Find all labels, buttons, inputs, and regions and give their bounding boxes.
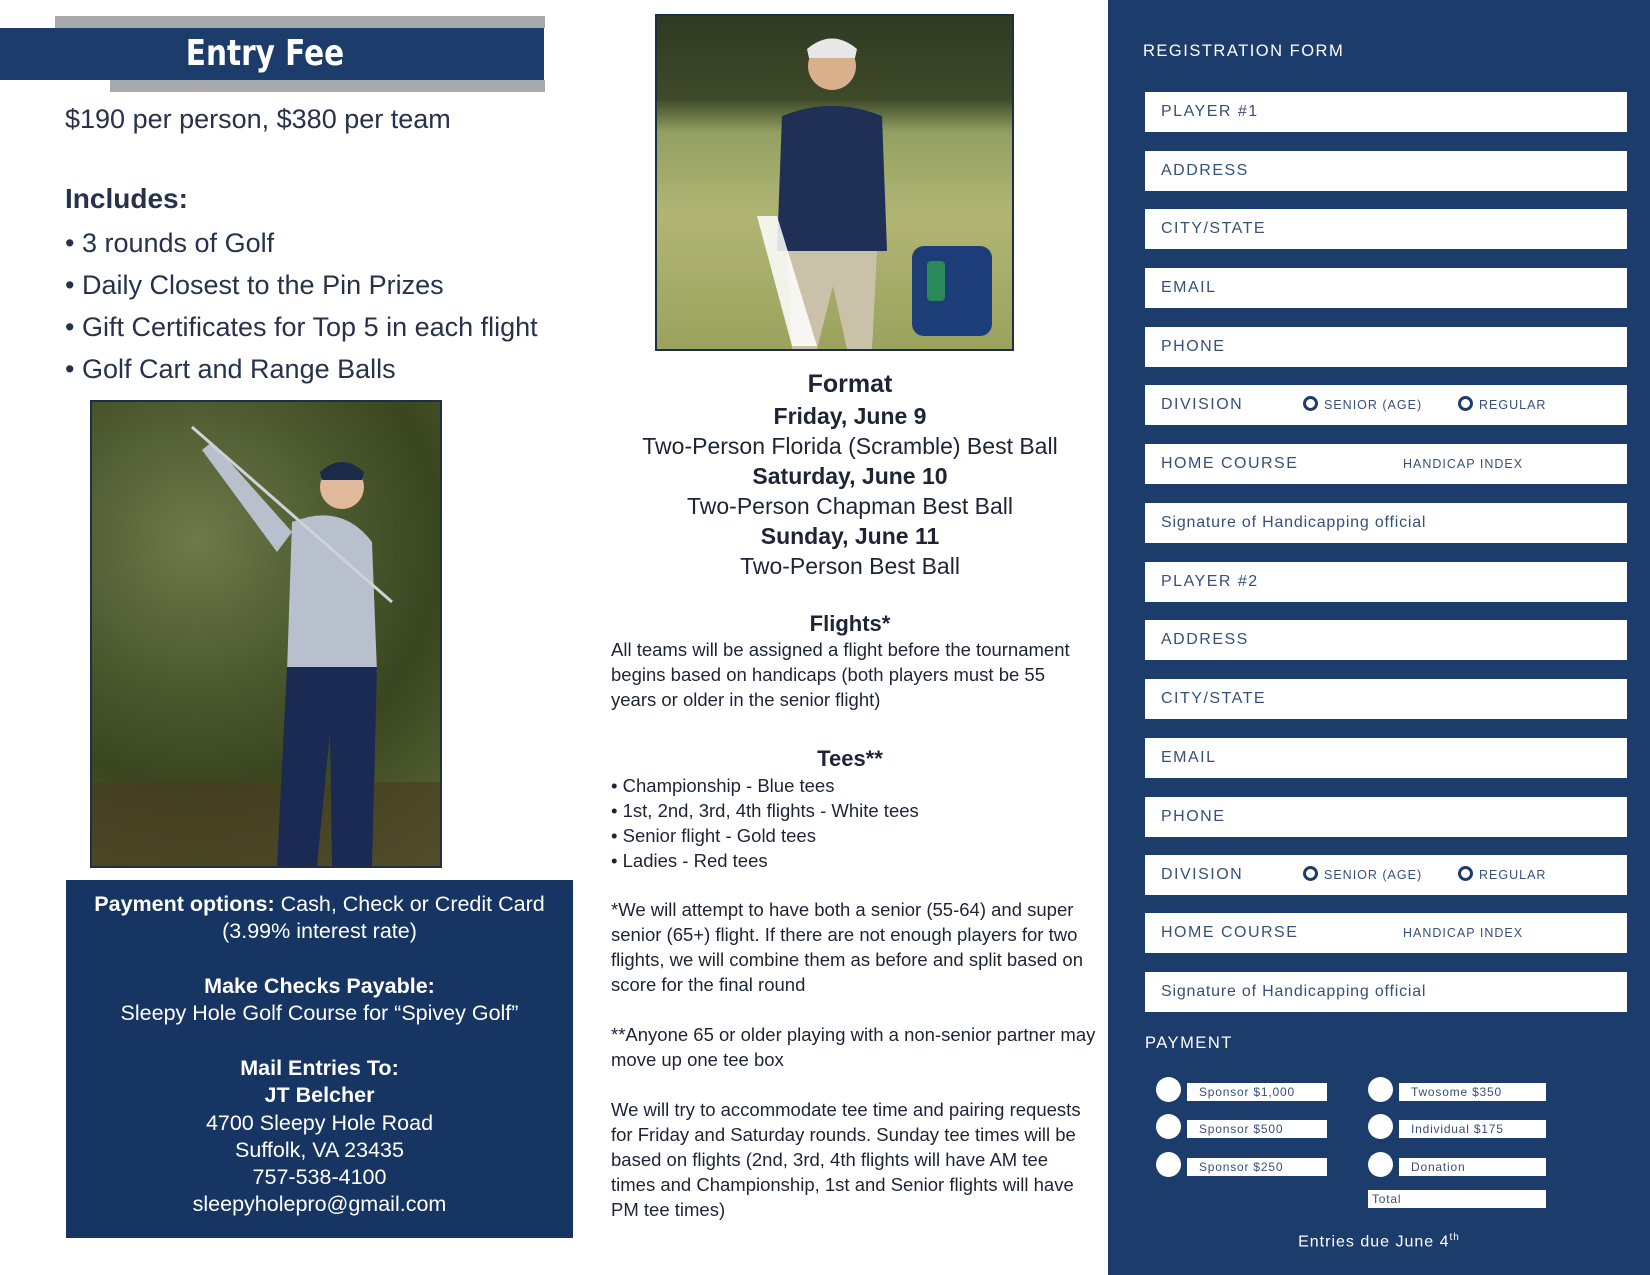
signature-field[interactable] xyxy=(1145,972,1627,1012)
city-state-field[interactable] xyxy=(1145,679,1627,719)
field-label: PLAYER #2 xyxy=(1161,573,1259,590)
includes-list xyxy=(65,222,538,390)
player2-field[interactable] xyxy=(1145,562,1627,602)
format-desc: Two-Person Chapman Best Ball xyxy=(687,493,1013,519)
sponsor-250-label: Sponsor $250 xyxy=(1187,1158,1327,1176)
regular-option[interactable] xyxy=(1458,855,1546,895)
format-desc: Two-Person Florida (Scramble) Best Ball xyxy=(642,433,1058,459)
field-label: PLAYER #1 xyxy=(1161,103,1259,120)
fee-header-accent-top xyxy=(55,16,545,28)
senior-option[interactable] xyxy=(1303,855,1422,895)
senior-flight-note: *We will attempt to have both a senior (55-64) and super senior (65+) flight. If there are not enough players for two flights, we will combine them as before and split based on score for the final round xyxy=(611,899,1084,995)
twosome-label: Twosome $350 xyxy=(1399,1083,1546,1101)
mail-label: Mail Entries To: xyxy=(240,1056,399,1080)
payment-title: PAYMENT xyxy=(1145,1034,1233,1052)
phone-field[interactable] xyxy=(1145,797,1627,837)
senior-option[interactable] xyxy=(1303,385,1422,425)
entries-due xyxy=(1108,1232,1650,1251)
interest-rate: (3.99% interest rate) xyxy=(222,919,417,943)
sponsor-500-checkbox[interactable] xyxy=(1156,1114,1181,1139)
sponsor-1000-checkbox[interactable] xyxy=(1156,1077,1181,1102)
field-label: Signature of Handicapping official xyxy=(1161,514,1427,531)
field-label: EMAIL xyxy=(1161,279,1217,296)
includes-title: Includes: xyxy=(65,183,188,214)
includes-item: • Golf Cart and Range Balls xyxy=(65,348,538,390)
radio-icon[interactable] xyxy=(1458,396,1473,411)
mail-name: JT Belcher xyxy=(264,1083,375,1107)
donation-checkbox[interactable] xyxy=(1368,1152,1393,1177)
sponsor-250-checkbox[interactable] xyxy=(1156,1152,1181,1177)
radio-label: REGULAR xyxy=(1479,398,1547,412)
golfer-walking-photo xyxy=(655,14,1014,351)
format-day: Saturday, June 10 xyxy=(752,463,948,489)
due-sup: th xyxy=(1449,1232,1460,1243)
twosome-checkbox[interactable] xyxy=(1368,1077,1393,1102)
handicap-label: HANDICAP INDEX xyxy=(1403,926,1524,940)
signature-field[interactable] xyxy=(1145,503,1627,543)
radio-label: SENIOR (AGE) xyxy=(1324,398,1423,412)
sponsor-1000-label: Sponsor $1,000 xyxy=(1187,1083,1327,1101)
tees-item: • Championship - Blue tees xyxy=(611,773,919,798)
fee-header-accent-bottom xyxy=(110,80,545,92)
radio-icon[interactable] xyxy=(1458,866,1473,881)
home-course-field[interactable] xyxy=(1145,913,1627,953)
home-course-field[interactable] xyxy=(1145,444,1627,484)
contact-phone: 757-538-4100 xyxy=(252,1165,387,1189)
individual-label: Individual $175 xyxy=(1399,1120,1546,1138)
field-label: EMAIL xyxy=(1161,749,1217,766)
tees-list xyxy=(611,773,919,873)
sponsor-500-label: Sponsor $500 xyxy=(1187,1120,1327,1138)
payment-options-label: Payment options: xyxy=(94,892,275,916)
format-desc: Two-Person Best Ball xyxy=(740,553,960,579)
due-text: Entries due June 4 xyxy=(1298,1233,1450,1251)
radio-label: REGULAR xyxy=(1479,868,1547,882)
entry-fee-title: Entry Fee xyxy=(185,33,345,74)
flights-title: Flights* xyxy=(809,611,891,636)
field-label: ADDRESS xyxy=(1161,162,1249,179)
payment-options-value: Cash, Check or Credit Card xyxy=(274,892,545,916)
field-label: CITY/STATE xyxy=(1161,220,1267,237)
tee-time-note: We will try to accommodate tee time and pairing requests for Friday and Saturday rounds. Sunday tee times will be based on flights (2nd, 3rd, 4th flights will have AM tee times and Championship, 1st and Senior flights will have PM tee times) xyxy=(611,1099,1081,1220)
registration-title: REGISTRATION FORM xyxy=(1143,42,1345,60)
field-label: CITY/STATE xyxy=(1161,690,1267,707)
field-label: DIVISION xyxy=(1161,866,1244,883)
field-label: Signature of Handicapping official xyxy=(1161,983,1427,1000)
field-label: ADDRESS xyxy=(1161,631,1249,648)
tee-box-note: **Anyone 65 or older playing with a non-senior partner may move up one tee box xyxy=(611,1024,1096,1070)
mail-address2: Suffolk, VA 23435 xyxy=(235,1138,404,1162)
entry-fee-price: $190 per person, $380 per team xyxy=(65,104,451,134)
tees-item: • 1st, 2nd, 3rd, 4th flights - White tees xyxy=(611,798,919,823)
division-field xyxy=(1145,855,1627,895)
address-field[interactable] xyxy=(1145,620,1627,660)
radio-icon[interactable] xyxy=(1303,866,1318,881)
phone-field[interactable] xyxy=(1145,327,1627,367)
donation-label: Donation xyxy=(1399,1158,1546,1176)
field-label: HOME COURSE xyxy=(1161,924,1299,941)
format-title: Format xyxy=(807,370,893,398)
tees-item: • Ladies - Red tees xyxy=(611,848,919,873)
golfer-swing-photo xyxy=(90,400,442,868)
handicap-label: HANDICAP INDEX xyxy=(1403,457,1524,471)
includes-item: • Gift Certificates for Top 5 in each flight xyxy=(65,306,538,348)
contact-email[interactable]: sleepyholepro@gmail.com xyxy=(192,1192,447,1216)
checks-payee: Sleepy Hole Golf Course for “Spivey Golf” xyxy=(120,1001,519,1025)
city-state-field[interactable] xyxy=(1145,209,1627,249)
address-field[interactable] xyxy=(1145,151,1627,191)
payment-info-box xyxy=(66,880,573,1238)
mail-address1: 4700 Sleepy Hole Road xyxy=(205,1111,434,1135)
field-label: PHONE xyxy=(1161,338,1226,355)
email-field[interactable] xyxy=(1145,268,1627,308)
includes-item: • Daily Closest to the Pin Prizes xyxy=(65,264,538,306)
field-label: HOME COURSE xyxy=(1161,455,1299,472)
format-day: Friday, June 9 xyxy=(773,403,927,429)
radio-icon[interactable] xyxy=(1303,396,1318,411)
format-day: Sunday, June 11 xyxy=(760,523,940,549)
tees-item: • Senior flight - Gold tees xyxy=(611,823,919,848)
field-label: DIVISION xyxy=(1161,396,1244,413)
tees-title: Tees** xyxy=(817,746,883,771)
radio-label: SENIOR (AGE) xyxy=(1324,868,1423,882)
checks-label: Make Checks Payable: xyxy=(204,974,435,998)
individual-checkbox[interactable] xyxy=(1368,1114,1393,1139)
includes-item: • 3 rounds of Golf xyxy=(65,222,538,264)
email-field[interactable] xyxy=(1145,738,1627,778)
total-field[interactable]: Total xyxy=(1368,1190,1546,1208)
regular-option[interactable] xyxy=(1458,385,1546,425)
field-label: PHONE xyxy=(1161,808,1226,825)
flights-text: All teams will be assigned a flight before the tournament begins based on handicaps (both players must be 55 years or older in the senior flight) xyxy=(611,639,1070,710)
division-field xyxy=(1145,385,1627,425)
player1-field[interactable] xyxy=(1145,92,1627,132)
